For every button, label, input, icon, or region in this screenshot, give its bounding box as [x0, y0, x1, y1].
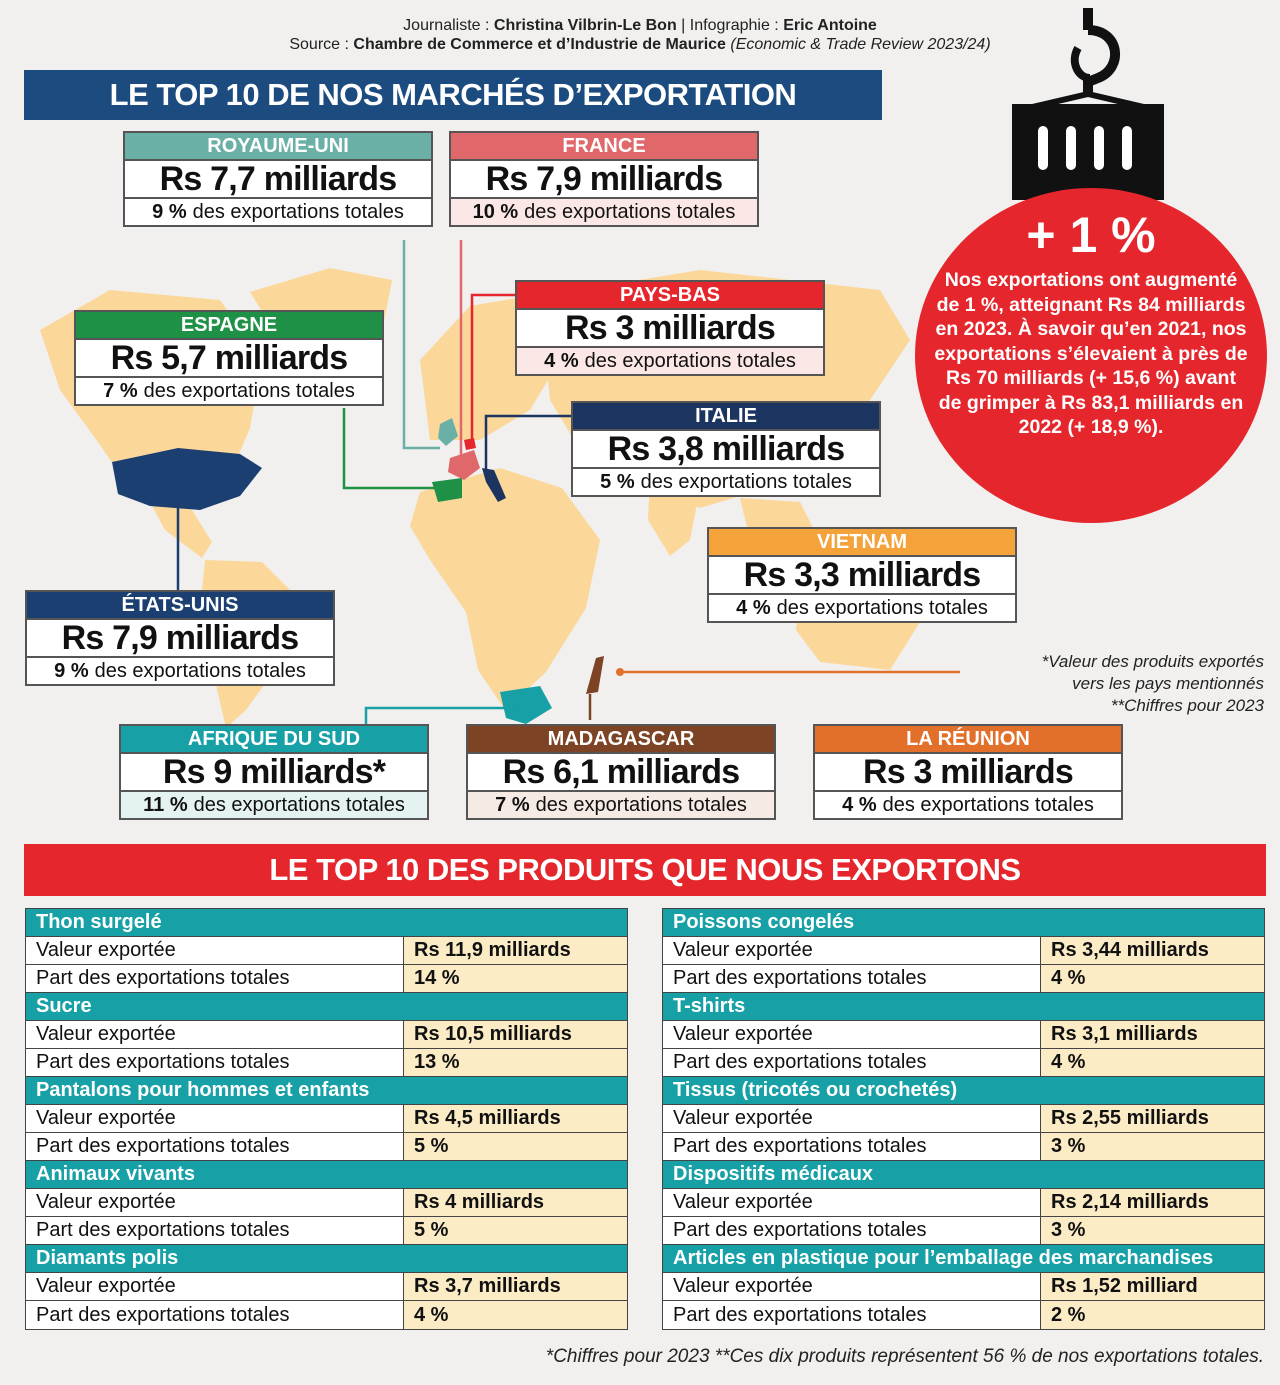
product-share: 5 %	[404, 1217, 627, 1244]
product-value-row	[663, 937, 1264, 965]
market-share-label: des exportations totales	[193, 793, 405, 816]
source-detail: (Economic & Trade Review 2023/24)	[730, 36, 991, 53]
row-label: Valeur exportée	[26, 1021, 404, 1048]
reunion-dot	[616, 668, 624, 676]
row-label: Part des exportations totales	[663, 1133, 1041, 1160]
central-america-shape	[150, 502, 212, 558]
product-name: Thon surgelé	[26, 909, 627, 937]
market-name: ITALIE	[573, 403, 879, 429]
product-share: 3 %	[1041, 1217, 1264, 1244]
market-name: MADAGASCAR	[468, 726, 774, 752]
journalist-name: Christina Vilbrin-Le Bon	[493, 17, 677, 34]
market-name: VIETNAM	[709, 529, 1015, 555]
product-value: Rs 10,5 milliards	[404, 1021, 627, 1048]
row-label: Valeur exportée	[663, 937, 1041, 964]
market-share	[125, 199, 431, 225]
row-label: Valeur exportée	[26, 1189, 404, 1216]
product-share-row	[663, 965, 1264, 993]
product-share-row	[663, 1217, 1264, 1245]
market-share-pct: 4 %	[842, 793, 877, 816]
product-name: Animaux vivants	[26, 1161, 627, 1189]
product-value: Rs 2,14 milliards	[1041, 1189, 1264, 1216]
market-box-vietnam	[707, 527, 1017, 623]
market-value: Rs 3,8 milliards	[573, 429, 879, 469]
growth-circle	[915, 188, 1267, 523]
market-box-uk	[123, 131, 433, 227]
product-value-row	[26, 937, 627, 965]
product-value: Rs 11,9 milliards	[404, 937, 627, 964]
row-label: Part des exportations totales	[663, 1301, 1041, 1329]
container-hook-icon	[1008, 8, 1168, 208]
market-name: ESPAGNE	[76, 312, 382, 338]
row-label: Valeur exportée	[26, 1105, 404, 1132]
market-name: FRANCE	[451, 133, 757, 159]
market-share	[468, 792, 774, 818]
market-share	[815, 792, 1121, 818]
market-name: LA RÉUNION	[815, 726, 1121, 752]
map-notes	[964, 651, 1264, 717]
growth-percentage: + 1 %	[1026, 207, 1156, 263]
market-share	[27, 658, 333, 684]
product-name: Diamants polis	[26, 1245, 627, 1273]
infographie-name: Eric Antoine	[783, 17, 877, 34]
market-box-france	[449, 131, 759, 227]
row-label: Part des exportations totales	[663, 1049, 1041, 1076]
market-box-paysbas	[515, 280, 825, 376]
product-value: Rs 4,5 milliards	[404, 1105, 627, 1132]
market-share-pct: 10 %	[472, 200, 519, 223]
product-value-row	[663, 1021, 1264, 1049]
reunion-connector	[620, 672, 960, 724]
market-share-label: des exportations totales	[143, 379, 355, 402]
product-share-row	[26, 1217, 627, 1245]
paysbas-shape	[464, 438, 476, 450]
market-box-italie	[571, 401, 881, 497]
market-share-label: des exportations totales	[94, 659, 306, 682]
product-share-row	[663, 1049, 1264, 1077]
product-value-row	[26, 1189, 627, 1217]
product-name: Sucre	[26, 993, 627, 1021]
product-name: T-shirts	[663, 993, 1264, 1021]
market-value: Rs 6,1 milliards	[468, 752, 774, 792]
row-label: Valeur exportée	[26, 1273, 404, 1300]
row-label: Valeur exportée	[26, 937, 404, 964]
market-share-label: des exportations totales	[535, 793, 747, 816]
product-value: Rs 2,55 milliards	[1041, 1105, 1264, 1132]
market-value: Rs 3,3 milliards	[709, 555, 1015, 595]
row-label: Part des exportations totales	[26, 965, 404, 992]
product-share-row	[26, 1049, 627, 1077]
source-label: Source :	[289, 36, 349, 53]
market-value: Rs 7,9 milliards	[451, 159, 757, 199]
market-box-reunion	[813, 724, 1123, 820]
market-box-espagne	[74, 310, 384, 406]
market-share-label: des exportations totales	[584, 349, 796, 372]
market-value: Rs 9 milliards*	[121, 752, 427, 792]
product-value-row	[26, 1273, 627, 1301]
product-share: 14 %	[404, 965, 627, 992]
product-name: Dispositifs médicaux	[663, 1161, 1264, 1189]
row-label: Part des exportations totales	[26, 1049, 404, 1076]
product-name: Articles en plastique pour l’emballage des marchandises	[663, 1245, 1264, 1273]
product-value: Rs 1,52 milliard	[1041, 1273, 1264, 1300]
market-share	[573, 469, 879, 495]
market-name: ÉTATS-UNIS	[27, 592, 333, 618]
product-value-row	[663, 1105, 1264, 1133]
africa-shape	[410, 468, 600, 710]
market-value: Rs 3 milliards	[815, 752, 1121, 792]
product-share: 4 %	[1041, 965, 1264, 992]
market-share-pct: 7 %	[495, 793, 530, 816]
markets-banner: LE TOP 10 DE NOS MARCHÉS D’EXPORTATION	[24, 70, 882, 120]
market-share-label: des exportations totales	[882, 793, 1094, 816]
product-value: Rs 4 milliards	[404, 1189, 627, 1216]
source-name: Chambre de Commerce et d’Industrie de Maurice	[353, 36, 726, 53]
map-note-line: *Valeur des produits exportés	[1041, 652, 1264, 671]
row-label: Valeur exportée	[663, 1273, 1041, 1300]
market-share	[451, 199, 757, 225]
row-label: Valeur exportée	[663, 1189, 1041, 1216]
market-share-pct: 7 %	[103, 379, 138, 402]
product-value-row	[26, 1021, 627, 1049]
market-share	[517, 348, 823, 374]
market-name: ROYAUME-UNI	[125, 133, 431, 159]
footer-notes: *Chiffres pour 2023 **Ces dix produits représentent 56 % de nos exportations totales.	[545, 1346, 1264, 1367]
row-label: Part des exportations totales	[26, 1217, 404, 1244]
product-share-row	[26, 1133, 627, 1161]
southafrica-connector	[366, 708, 516, 724]
product-share: 4 %	[404, 1301, 627, 1329]
product-share: 2 %	[1041, 1301, 1264, 1329]
product-value-row	[663, 1189, 1264, 1217]
product-share-row	[26, 1301, 627, 1329]
row-label: Valeur exportée	[663, 1021, 1041, 1048]
market-share-label: des exportations totales	[776, 596, 988, 619]
product-name: Pantalons pour hommes et enfants	[26, 1077, 627, 1105]
market-box-southafrica	[119, 724, 429, 820]
market-value: Rs 7,9 milliards	[27, 618, 333, 658]
market-share-pct: 9 %	[152, 200, 187, 223]
product-share-row	[26, 965, 627, 993]
products-table-left	[25, 908, 628, 1330]
usa-shape	[112, 448, 262, 510]
product-value: Rs 3,7 milliards	[404, 1273, 627, 1300]
market-share-pct: 11 %	[143, 793, 188, 816]
product-share: 4 %	[1041, 1049, 1264, 1076]
growth-description: Nos exportations ont augmenté de 1 %, atteignant Rs 84 milliards en 2023. À savoir qu’en 2021, nos exportations s’élevaient à près de Rs 70 milliards (+ 15,6 %) avant de grimper à Rs 83,1 milliards en 2022 (+ 18,9 %).	[934, 269, 1248, 438]
product-share-row	[663, 1301, 1264, 1329]
row-label: Valeur exportée	[663, 1105, 1041, 1132]
product-value-row	[663, 1273, 1264, 1301]
market-share-label: des exportations totales	[192, 200, 404, 223]
map-note-line: **Chiffres pour 2023	[1110, 696, 1264, 715]
product-name: Tissus (tricotés ou crochetés)	[663, 1077, 1264, 1105]
market-share	[709, 595, 1015, 621]
market-name: AFRIQUE DU SUD	[121, 726, 427, 752]
row-label: Part des exportations totales	[663, 1217, 1041, 1244]
market-share-pct: 4 %	[544, 349, 579, 372]
products-table-right	[662, 908, 1265, 1330]
market-share-pct: 9 %	[54, 659, 89, 682]
market-value: Rs 3 milliards	[517, 308, 823, 348]
product-value: Rs 3,1 milliards	[1041, 1021, 1264, 1048]
market-value: Rs 7,7 milliards	[125, 159, 431, 199]
row-label: Part des exportations totales	[26, 1133, 404, 1160]
southafrica-shape	[500, 686, 552, 724]
product-share-row	[663, 1133, 1264, 1161]
infographie-label: | Infographie :	[681, 17, 779, 34]
map-note-line: vers les pays mentionnés	[1072, 674, 1264, 693]
market-share	[121, 792, 427, 818]
market-value: Rs 5,7 milliards	[76, 338, 382, 378]
product-value-row	[26, 1105, 627, 1133]
market-share-label: des exportations totales	[640, 470, 852, 493]
market-name: PAYS-BAS	[517, 282, 823, 308]
market-share-pct: 5 %	[600, 470, 635, 493]
madagascar-shape	[586, 656, 604, 694]
product-share: 5 %	[404, 1133, 627, 1160]
product-share: 3 %	[1041, 1133, 1264, 1160]
market-share-pct: 4 %	[736, 596, 771, 619]
market-box-usa	[25, 590, 335, 686]
products-banner: LE TOP 10 DES PRODUITS QUE NOUS EXPORTONS	[24, 844, 1266, 896]
row-label: Part des exportations totales	[663, 965, 1041, 992]
market-share	[76, 378, 382, 404]
row-label: Part des exportations totales	[26, 1301, 404, 1329]
product-share: 13 %	[404, 1049, 627, 1076]
market-share-label: des exportations totales	[524, 200, 736, 223]
market-box-madagascar	[466, 724, 776, 820]
product-name: Poissons congelés	[663, 909, 1264, 937]
journalist-label: Journaliste :	[403, 17, 490, 34]
product-value: Rs 3,44 milliards	[1041, 937, 1264, 964]
